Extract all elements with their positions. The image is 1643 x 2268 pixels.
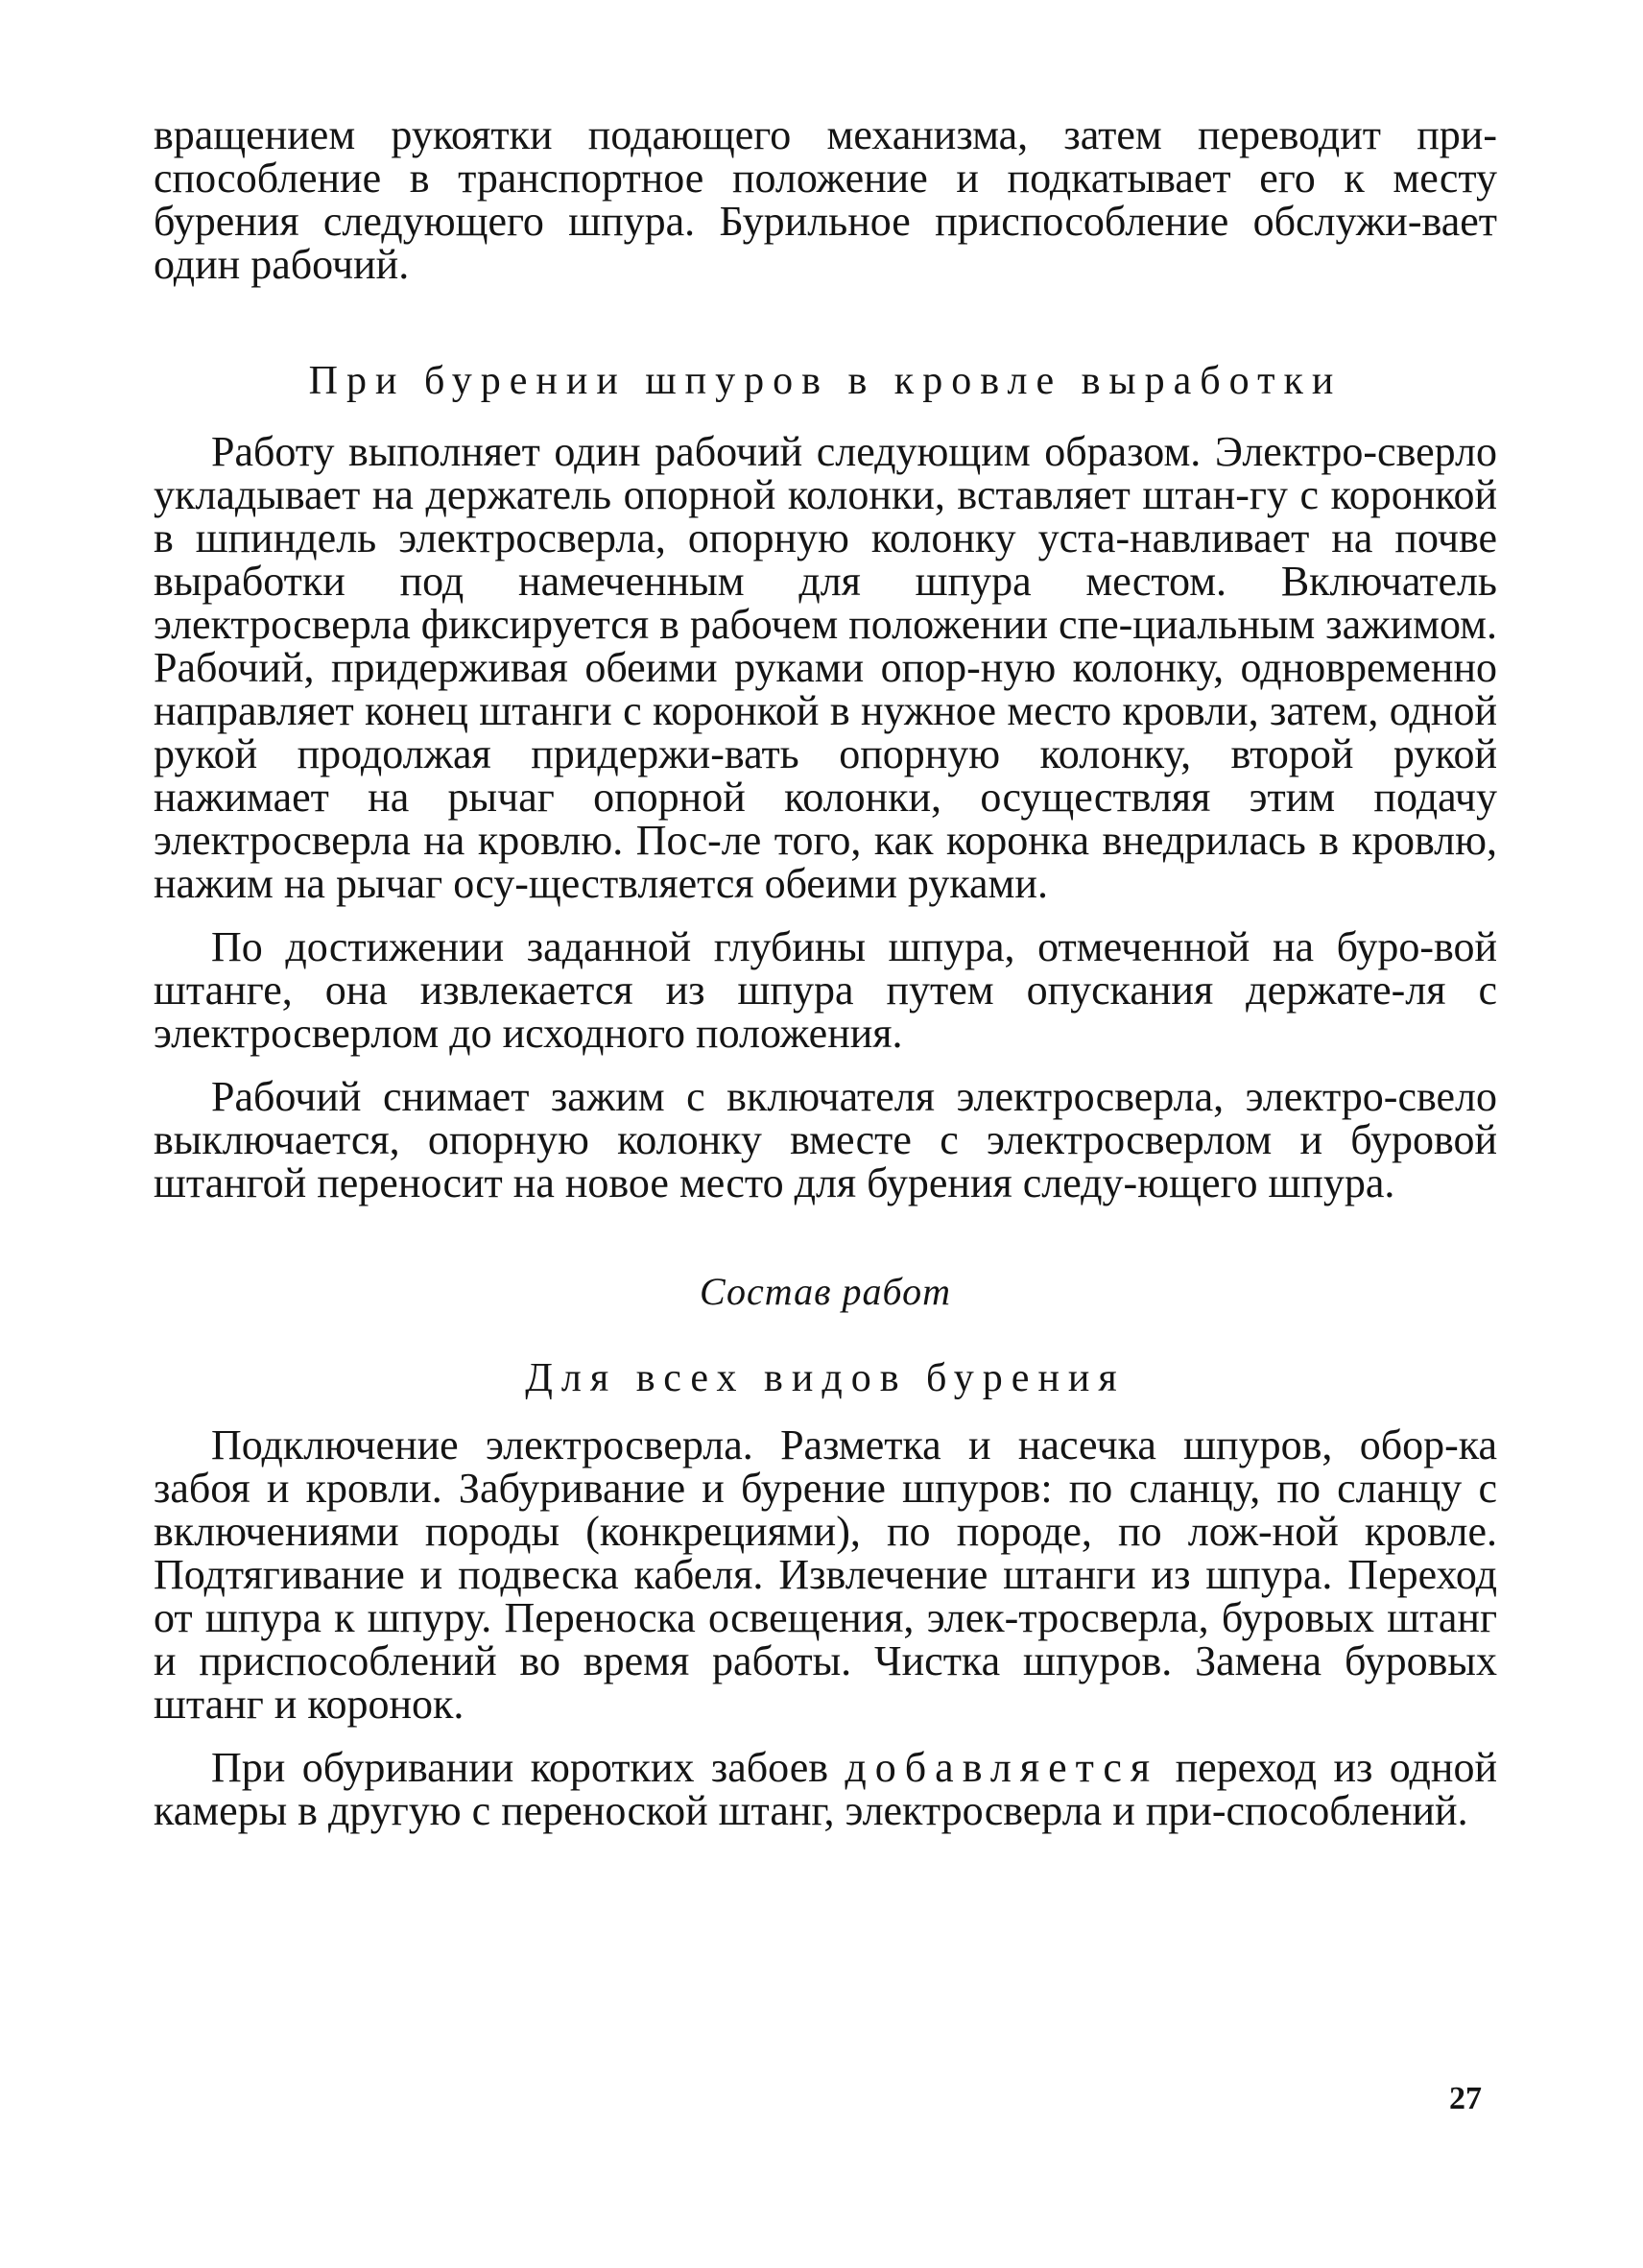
roof-paragraph-1: Работу выполняет один рабочий следующим образом. Электро-сверло укладывает на держатель опорной колонки, вставляет штан-гу с коронкой в шпиндель электросверла, опорную колонку уста-навливает на почве выработки под намеченным для шпура местом. Включатель электросверла фиксируется в рабочем положении спе-циальным зажимом. Рабочий, придерживая обеими руками опор-ную колонку, одновременно направляет конец штанги с коронкой в нужное место кровли, затем, одной рукой продолжая придержи-вать опорную колонку, второй рукой нажимает на рычаг опорной колонки, осуществляя этим подачу электросверла на кровлю. Пос-ле того, как коронка внедрилась в кровлю, нажим на рычаг осу-ществляется обеими руками. xyxy=(154,428,1497,907)
composition-heading: Состав работ xyxy=(700,1270,951,1313)
page-number: 27 xyxy=(1449,2081,1482,2116)
all-drilling-heading: Для всех видов бурения xyxy=(525,1356,1126,1400)
document-page xyxy=(154,113,1497,2206)
intro-paragraph: вращением рукоятки подающего механизма, затем переводит при-способление в транспортное положение и подкатывает его к месту бурения следующего шпура. Бурильное приспособление обслужи-вает один рабочий. xyxy=(154,111,1497,288)
section-heading-roof-drilling: При бурении шпуров в кровле выработки xyxy=(308,359,1343,403)
all-drilling-paragraph: Подключение электросверла. Разметка и насечка шпуров, обор-ка забоя и кровли. Забуривание и бурение шпуров: по сланцу, по сланцу с включениями породы (конкрециями), по породе, по лож-ной кровле. Подтягивание и подвеска кабеля. Извлечение штанги из шпура. Переход от шпура к шпуру. Переноска освещения, элек-тросверла, буровых штанг и приспособлений во время работы. Чистка шпуров. Замена буровых штанг и коронок. xyxy=(154,1421,1497,1728)
roof-paragraph-3: Рабочий снимает зажим с включателя электросверла, электро-свело выключается, опорную колонку вместе с электросверлом и буровой штангой переносит на новое место для бурения следу-ющего шпура. xyxy=(154,1073,1497,1206)
short-faces-paragraph xyxy=(154,1746,1497,1832)
short-faces-text-after: переход из одной камеры в другую с переноской штанг, электросверла и при-способлений. xyxy=(154,1744,1497,1834)
short-faces-emphasis: добавляется xyxy=(845,1744,1159,1791)
short-faces-text-before: При обуривании коротких забоев xyxy=(211,1744,845,1791)
roof-paragraph-2: По достижении заданной глубины шпура, отмеченной на буро-вой штанге, она извлекается из шпура путем опускания держате-ля с электросверлом до исходного положения. xyxy=(154,923,1497,1057)
